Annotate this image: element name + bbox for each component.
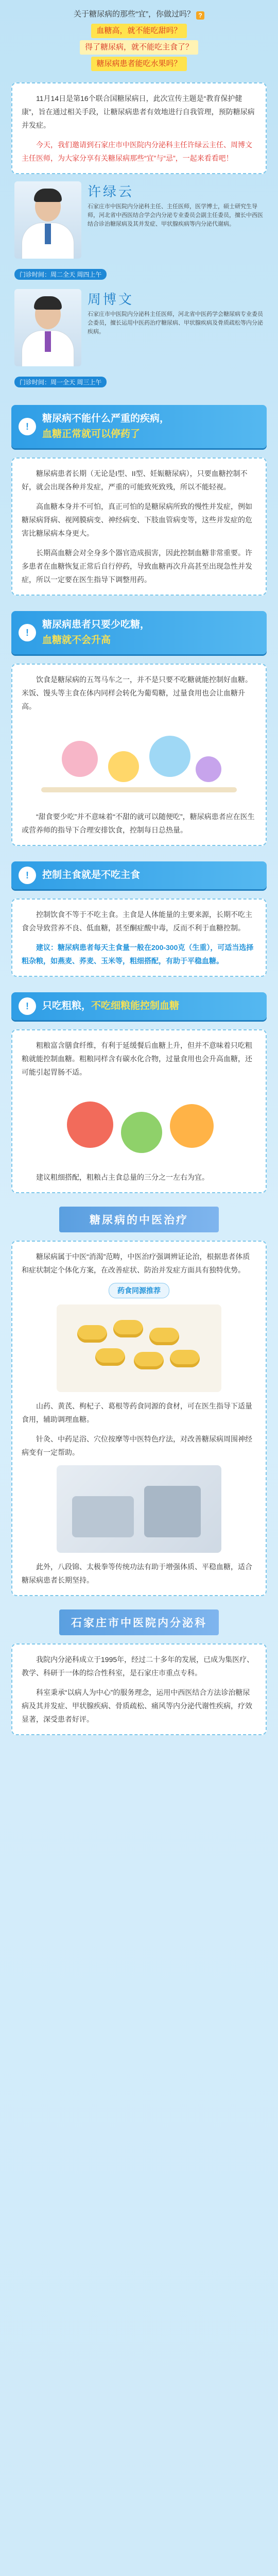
expert-photo-2 <box>14 289 81 366</box>
expert-card-1 <box>11 174 267 282</box>
opening-paragraph-2: 今天，我们邀请到石家庄市中医院内分泌科主任许绿云主任、周博文主任医师，为大家分享有关糖尿病那些“宜”与“忌”，一起来看看吧！ <box>22 141 252 162</box>
section-2-card <box>11 664 267 846</box>
expert-title-1: 石家庄市中医院内分泌科主任、主任医师，医学博士，硕士研究生导师，河北省中西医结合学会内分泌专业委员会副主任委员，擅长中西医结合诊治糖尿病及其并发症、甲状腺疾病等内分泌代谢病。 <box>88 204 263 227</box>
steamed-bun-illustration <box>57 1304 221 1392</box>
section-5-paragraph-1: 糖尿病属于中医“消渴”范畴，中医治疗强调辨证论治，根据患者体质和症状制定个体化方案，在改善症状、防治并发症方面具有独特优势。 <box>22 1252 250 1274</box>
intro-section <box>0 0 278 71</box>
expert-photo-1 <box>14 181 81 259</box>
expert-name-1: 许绿云 <box>88 184 134 200</box>
section-3-paragraph-2: 建议：糖尿病患者每天主食量一般在200-300克（生重），可适当选择粗杂粮，如燕麦、荞麦、玉米等，粗细搭配，有助于平稳血糖。 <box>22 943 254 965</box>
section-1-card <box>11 457 267 596</box>
section-6-paragraph-1: 我院内分泌科成立于1995年，经过二十多年的发展，已成为集医疗、教学、科研于一体的综合性科室，是石家庄市重点专科。 <box>22 1655 254 1677</box>
section-5-paragraph-2: 山药、黄芪、枸杞子、葛根等药食同源的食材，可在医生指导下适量食用，辅助调理血糖。 <box>22 1402 252 1423</box>
section-4-paragraph-1: 粗粮富含膳食纤维，有利于延缓餐后血糖上升，但并不意味着只吃粗粮就能控制血糖。粗粮同样含有碳水化合物，过量食用也会升高血糖，还可能引起胃肠不适。 <box>22 1041 252 1076</box>
food-therapy-tag: 药食同源推荐 <box>109 1283 169 1298</box>
opening-card <box>11 82 267 174</box>
section-2-paragraph-1: 饮食是糖尿病的五驾马车之一，并不是只要不吃糖就能控制好血糖。米饭、馒头等主食在体内同样会转化为葡萄糖，过量食用也会让血糖升高。 <box>22 675 252 710</box>
intro-highlight-3: 糖尿病患者能吃水果吗？ <box>91 57 186 71</box>
section-banner-3: ! 控制主食就是不吃主食 <box>11 861 267 889</box>
section-6-paragraph-2: 科室秉承“以病人为中心”的服务理念，运用中西医结合方法诊治糖尿病及其并发症、甲状腺疾病、骨质疏松、痛风等内分泌代谢性疾病，疗效显著，深受患者好评。 <box>22 1688 252 1723</box>
expert-name-2: 周博文 <box>88 292 134 308</box>
expert-card-2 <box>11 282 267 389</box>
warning-icon: ! <box>19 997 36 1015</box>
section-6-card <box>11 1643 267 1735</box>
section-1-paragraph-2: 高血糖本身并不可怕，真正可怕的是糖尿病所致的慢性并发症，例如糖尿病肾病、视网膜病变、神经病变、下肢血管病变等，这些并发症的危害比糖尿病本身更大。 <box>22 502 252 537</box>
warning-icon: ! <box>19 624 36 641</box>
intro-question: 关于糖尿病的那些“宜”，你做过吗？ ? <box>13 7 265 22</box>
section-banner-2: ! 糖尿病患者只要少吃糖， 血糖就不会升高 <box>11 611 267 654</box>
section-1-paragraph-3: 长期高血糖会对全身多个器官造成损害，因此控制血糖非常重要。许多患者在血糖恢复正常后自行停药，导致血糖再次升高甚至出现急性并发症，所以一定要在医生指导下调整用药。 <box>22 549 252 584</box>
section-3-paragraph-1: 控制饮食不等于不吃主食。主食是人体能量的主要来源，长期不吃主食会导致营养不良、低血糖，甚至酮症酸中毒，反而不利于血糖控制。 <box>22 910 252 932</box>
section-5-card <box>11 1241 267 1596</box>
section-5-paragraph-3: 针灸、中药足浴、穴位按摩等中医特色疗法，对改善糖尿病周围神经病变有一定帮助。 <box>22 1435 252 1456</box>
expert-title-2: 石家庄市中医院内分泌科主任医师，河北省中医药学会糖尿病专业委员会委员，擅长运用中医药治疗糖尿病、甲状腺疾病及骨质疏松等内分泌疾病。 <box>88 311 263 335</box>
section-1-paragraph-1: 糖尿病患者长期（无论是I型、II型、妊娠糖尿病），只要血糖控制不好，就会出现各种并发症，严重的可能致死致残，所以不能轻视。 <box>22 469 248 491</box>
section-5-paragraph-4: 此外，八段锦、太极拳等传统功法有助于增强体质、平稳血糖，适合糖尿病患者长期坚持。 <box>22 1563 252 1584</box>
tcm-section-title: 糖尿病的中医治疗 <box>59 1207 219 1232</box>
warning-icon: ! <box>19 418 36 435</box>
intro-highlight-1: 血糖高，就不能吃甜吗？ <box>91 24 186 38</box>
intro-highlight-2: 得了糖尿病，就不能吃主食了？ <box>80 40 198 55</box>
section-banner-4: ! 只吃粗粮，不吃细粮能控制血糖 <box>11 992 267 1020</box>
section-banner-1: ! 糖尿病不能什么严重的疾病， 血糖正常就可以停药了 <box>11 405 267 448</box>
clinic-time-1: 门诊时间：周二全天 周四上午 <box>14 269 107 280</box>
department-section-title: 石家庄市中医院内分泌科 <box>59 1609 219 1635</box>
sweets-illustration <box>31 720 247 803</box>
section-4-paragraph-2: 建议粗细搭配，粗粮占主食总量的三分之一左右为宜。 <box>36 1173 209 1181</box>
herbal-medicine-photo <box>57 1465 221 1553</box>
question-icon: ? <box>196 11 204 20</box>
fruit-illustration <box>31 1086 247 1163</box>
section-2-paragraph-2: “甜食要少吃”并不意味着“不甜的就可以随便吃”，糖尿病患者应在医生或营养师的指导下合理安排饮食，控制每日总热量。 <box>22 812 255 834</box>
section-3-card <box>11 899 267 977</box>
section-4-card <box>11 1029 267 1193</box>
clinic-time-2: 门诊时间：周一全天 周三上午 <box>14 377 107 387</box>
opening-paragraph-1: 11月14日是第16个联合国糖尿病日，此次宣传主题是“教育保护健康”，旨在通过相关手段，让糖尿病患者有效地进行自我管理，预防糖尿病并发症。 <box>22 94 255 129</box>
warning-icon: ! <box>19 867 36 884</box>
